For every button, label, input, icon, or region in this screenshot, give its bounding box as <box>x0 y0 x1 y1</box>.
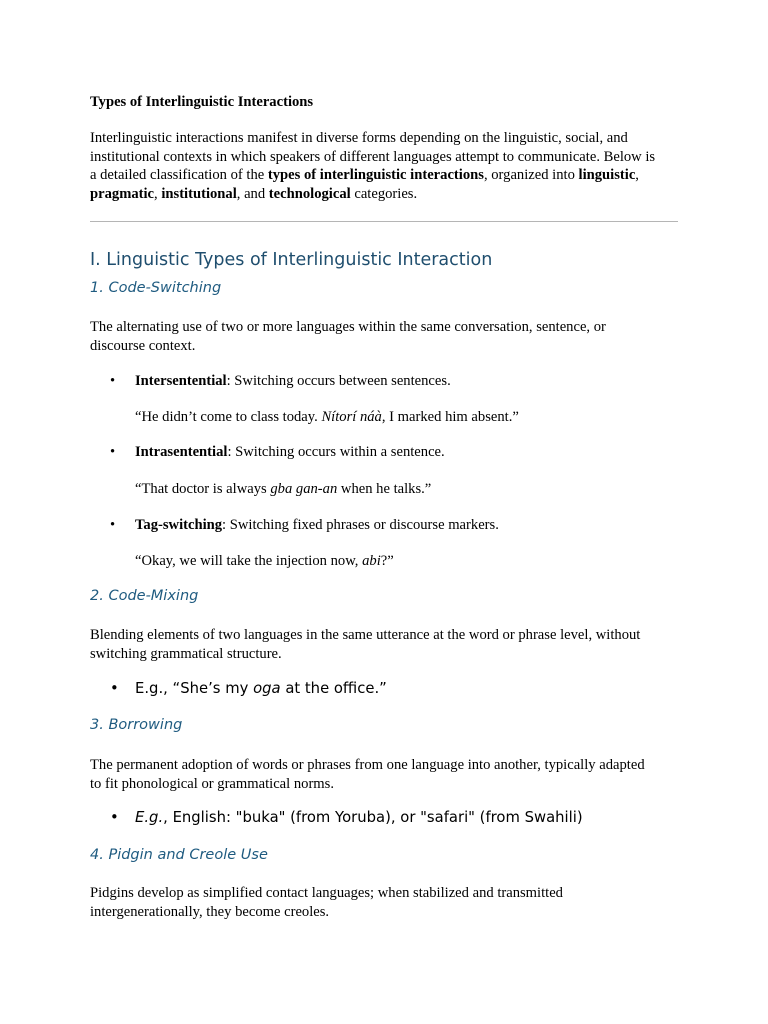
intro-line-1: Interlinguistic interactions manifest in diverse forms depending on the linguistic, social, and <box>90 130 628 146</box>
intro-line-4: pragmatic, institutional, and technological categories. <box>90 185 418 202</box>
code-switching-definition: The alternating use of two or more languages within the same conversation, sentence, or discourse context. <box>90 319 606 354</box>
document-title: Types of Interlinguistic Interactions <box>90 94 314 110</box>
intro-paragraph <box>90 129 680 203</box>
section-divider <box>90 221 678 222</box>
bullet-icon: • <box>110 809 119 826</box>
intro-line-2: institutional contexts in which speakers of different languages attempt to communicate. Below is <box>90 148 656 165</box>
bullet-icon: • <box>110 444 116 460</box>
bullet-icon: • <box>110 373 116 389</box>
bullet-icon: • <box>110 680 119 697</box>
example-quote: “He didn’t come to class today. Nítorí náà, I marked him absent.” <box>135 409 519 425</box>
section-heading-linguistic-types: I. Linguistic Types of Interlinguistic Interaction <box>90 250 493 270</box>
subheading-borrowing: 3. Borrowing <box>90 717 183 733</box>
code-mixing-definition: Blending elements of two languages in the same utterance at the word or phrase level, without switching grammatical structure. <box>90 627 641 662</box>
subheading-code-switching: 1. Code-Switching <box>90 280 222 296</box>
subheading-pidgin-creole: 4. Pidgin and Creole Use <box>90 847 268 863</box>
borrowing-definition: The permanent adoption of words or phrases from one language into another, typically adapted to fit phonological or grammatical norms. <box>90 757 645 792</box>
example-quote: “Okay, we will take the injection now, abi?” <box>135 553 394 569</box>
example-quote: “That doctor is always gba gan-an when he talks.” <box>135 481 432 497</box>
pidgin-creole-definition: Pidgins develop as simplified contact languages; when stabilized and transmitted intergenerationally, they become creoles. <box>90 885 563 920</box>
intro-line-3: a detailed classification of the types of interlinguistic interactions, organized into linguistic, <box>90 167 639 183</box>
subheading-code-mixing: 2. Code-Mixing <box>90 588 199 604</box>
bullet-icon: • <box>110 517 116 533</box>
